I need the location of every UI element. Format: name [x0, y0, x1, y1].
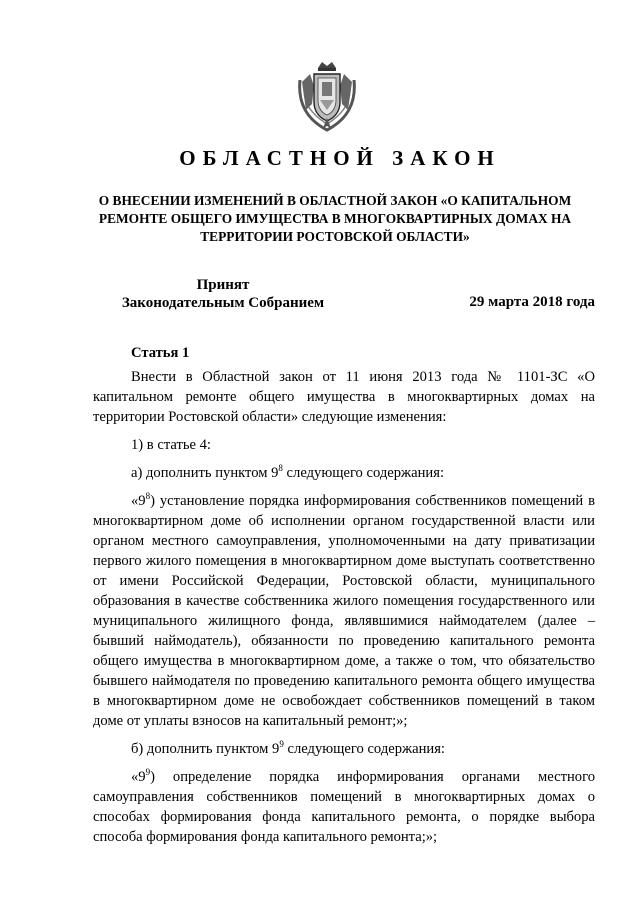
quote-a-open: «9	[131, 493, 146, 509]
item-b-text-end: следующего содержания:	[283, 741, 445, 757]
quote-b-paragraph	[93, 767, 595, 847]
quote-a-text: ) установление порядка информирования собственников помещений в многоквартирном доме об исполнении органом государственной власти или органом местного самоуправления, уполномоченными на дату приватизации первого жилого помещения в многоквартирном доме выступать соответственно от имени Российской Федерации, Ростовской области, муниципального образования в качестве собственника жилого помещения государственного или муниципального жилищного фонда, являвшимися наймодателем (далее – бывший наймодатель), обязанности по проведению капитального ремонта общего имущества в многоквартирном доме, а также о том, что обязательство бывшего наймодателя по проведению капитального ремонта общего имущества в многоквартирном доме не освобождает собственников помещений в таком доме от уплаты взносов на капитальный ремонт;»;	[93, 493, 595, 729]
quote-a-paragraph	[93, 491, 595, 731]
item-1-paragraph: 1) в статье 4:	[131, 437, 211, 453]
item-a-superscript: 8	[278, 463, 283, 474]
article-heading: Статья 1	[131, 345, 190, 361]
quote-b-superscript: 9	[145, 767, 151, 778]
adoption-block	[93, 276, 353, 312]
adopted-by-label: Законодательным Собранием	[121, 295, 325, 311]
rostov-oblast-coat-of-arms-icon	[296, 60, 358, 132]
quote-b-text: ) определение порядка информирования органами местного самоуправления собственников помещений в многоквартирных домах о способах формирования фонда капитального ремонта, о порядке выбора способа формирования фонда капитального ремонта;»;	[93, 769, 595, 845]
item-a-text: а) дополнить пунктом 9	[131, 465, 279, 481]
article-intro-paragraph: Внести в Областной закон от 11 июня 2013 года № 1101-ЗС «О капитальном ремонте общего имущества в многоквартирных домах на территории Ростовской области» следующие изменения:	[93, 369, 595, 425]
document-body	[93, 343, 595, 847]
adoption-date: 29 марта 2018 года	[469, 294, 595, 310]
item-b-superscript: 9	[279, 739, 284, 750]
document-title: ОБЛАСТНОЙ ЗАКОН	[179, 146, 501, 170]
item-b-paragraph	[93, 739, 595, 759]
law-subtitle: О ВНЕСЕНИИ ИЗМЕНЕНИЙ В ОБЛАСТНОЙ ЗАКОН «О КАПИТАЛЬНОМ РЕМОНТЕ ОБЩЕГО ИМУЩЕСТВА В МНОГОКВАРТИРНЫХ ДОМАХ НА ТЕРРИТОРИИ РОСТОВСКОЙ ОБЛАСТИ»	[98, 193, 572, 244]
item-b-text: б) дополнить пунктом 9	[131, 741, 280, 757]
adopted-label: Принят	[196, 277, 250, 293]
item-a-paragraph	[93, 463, 595, 483]
quote-a-superscript: 8	[145, 491, 151, 502]
item-a-text-end: следующего содержания:	[282, 465, 445, 481]
quote-b-open: «9	[131, 769, 146, 785]
